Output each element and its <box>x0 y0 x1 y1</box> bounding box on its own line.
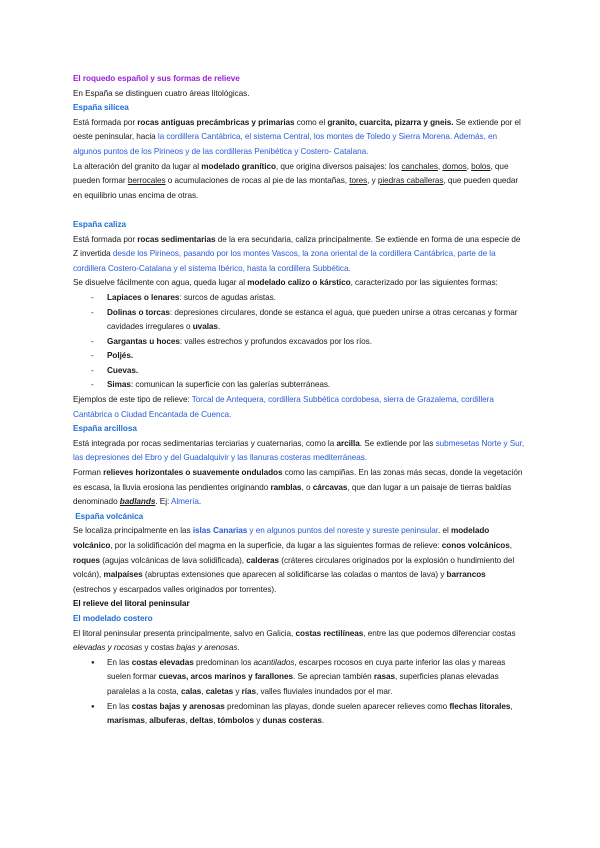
heading-litoral: El relieve del litoral peninsular <box>73 599 190 609</box>
subheading-modelado-costero: El modelado costero <box>73 613 153 623</box>
silicea-paragraph-1: Está formada por rocas antiguas precámbricas y primarias como el granito, cuarcita, pizarra y gneis. Se extiende por el oeste peninsular, hacia la cordillera Cantábrica, el sistema Central, los montes de Toledo y Sierra Morena. Además, en algunos puntos de los Pirineos y de las cordilleras Penibética y Costero- Catalana. <box>73 117 521 156</box>
list-item: ● En las costas elevadas predominan los acantilados, escarpes rocosos en cuya parte inferior las olas y mareas suelen formar cuevas, arcos marinos y farallones. Se aprecian también rasas, superficies planas elevadas paralelas a la costa, calas, caletas y rías, valles fluviales inundados por el mar. <box>91 656 525 700</box>
heading-caliza: España caliza <box>73 219 127 229</box>
silicea-paragraph-2: La alteración del granito da lugar al modelado granítico, que origina diversos paisajes: los canchales, domos, bolos, que pueden formar berrocales o acumulaciones de rocas al pie de las montañas, tores, y piedras caballeras, que pueden quedar en equilibrio unas encima de otras. <box>73 161 519 200</box>
heading-silicea: España silícea <box>73 103 129 113</box>
document-title: El roquedo español y sus formas de relieve <box>73 74 240 83</box>
caliza-paragraph-2: Se disuelve fácilmente con agua, queda lugar al modelado calizo o kárstico, caracterizado por las siguientes formas: <box>73 278 498 288</box>
list-item: - Cuevas. <box>91 364 525 379</box>
list-item: - Lapiaces o lenares: surcos de agudas aristas. <box>91 291 525 306</box>
heading-volcanica: España volcánica <box>75 511 144 521</box>
coast-types-list <box>73 656 525 729</box>
volcanica-paragraph-1: Se localiza principalmente en las islas Canarias y en algunos puntos del noreste y sureste peninsular. el modelado volcánico, por la solidificación del magma en la superficie, da lugar a las siguientes formas de relieve: conos volcánicos, roques (agujas volcánicas de lava solidificada), calderas (cráteres circulares originados por la explosión o hundimiento del volcán), malpaíses (abruptas extensiones que aparecen al solidificarse las coladas o mantos de lava) y barrancos (estrechos y escarpados valles originados por torrentes). <box>73 526 515 594</box>
intro-text: En España se distinguen cuatro áreas litológicas. <box>73 88 250 98</box>
arcillosa-paragraph-2: Forman relieves horizontales o suavemente ondulados como las campiñas. En las zonas más secas, donde la vegetación es escasa, la lluvia erosiona las pendientes originando ramblas, o cárcavas, que dan lugar a un paisaje de tierras baldías denominado badlands. Ej: Almería. <box>73 468 523 507</box>
document-page <box>73 72 525 729</box>
arcillosa-paragraph-1: Está integrada por rocas sedimentarias terciarias y cuaternarias, como la arcilla. Se extiende por las submesetas Norte y Sur, las depresiones del Ebro y del Guadalquivir y las llanuras costeras mediterráneas. <box>73 438 525 463</box>
list-item: - Simas: comunican la superficie con las galerías subterráneas. <box>91 378 525 393</box>
list-item: - Gargantas u hoces: valles estrechos y profundos excavados por los ríos. <box>91 335 525 350</box>
caliza-paragraph-1: Está formada por rocas sedimentarias de la era secundaria, caliza principalmente. Se extiende en forma de una especie de Z invertida desde los Pirineos, pasando por los montes Vascos, la zona oriental de la cordillera Cantábrica, parte de la cordillera Costero-Catalana y el sistema Ibérico, hasta la cordillera Subbética. <box>73 234 521 273</box>
karst-forms-list <box>73 291 525 393</box>
litoral-paragraph-1: El litoral peninsular presenta principalmente, salvo en Galicia, costas rectilíneas, entre las que podemos diferenciar costas elevadas y rocosas y costas bajas y arenosas. <box>73 628 516 653</box>
heading-arcillosa: España arcillosa <box>73 424 137 434</box>
caliza-paragraph-3: Ejemplos de este tipo de relieve: Torcal de Antequera, cordillera Subbética cordobesa, sierra de Grazalema, cordillera Cantábrica o Ciudad Encantada de Cuenca. <box>73 395 494 419</box>
list-item: - Poljés. <box>91 349 525 364</box>
list-item: ● En las costas bajas y arenosas predominan las playas, donde suelen aparecer relieves como flechas litorales, marismas, albuferas, deltas, tómbolos y dunas costeras. <box>91 700 525 729</box>
list-item: - Dolinas o torcas: depresiones circulares, donde se estanca el agua, que pueden unirse a otras cercanas y formar cavidades irregulares o uvalas. <box>91 306 525 335</box>
